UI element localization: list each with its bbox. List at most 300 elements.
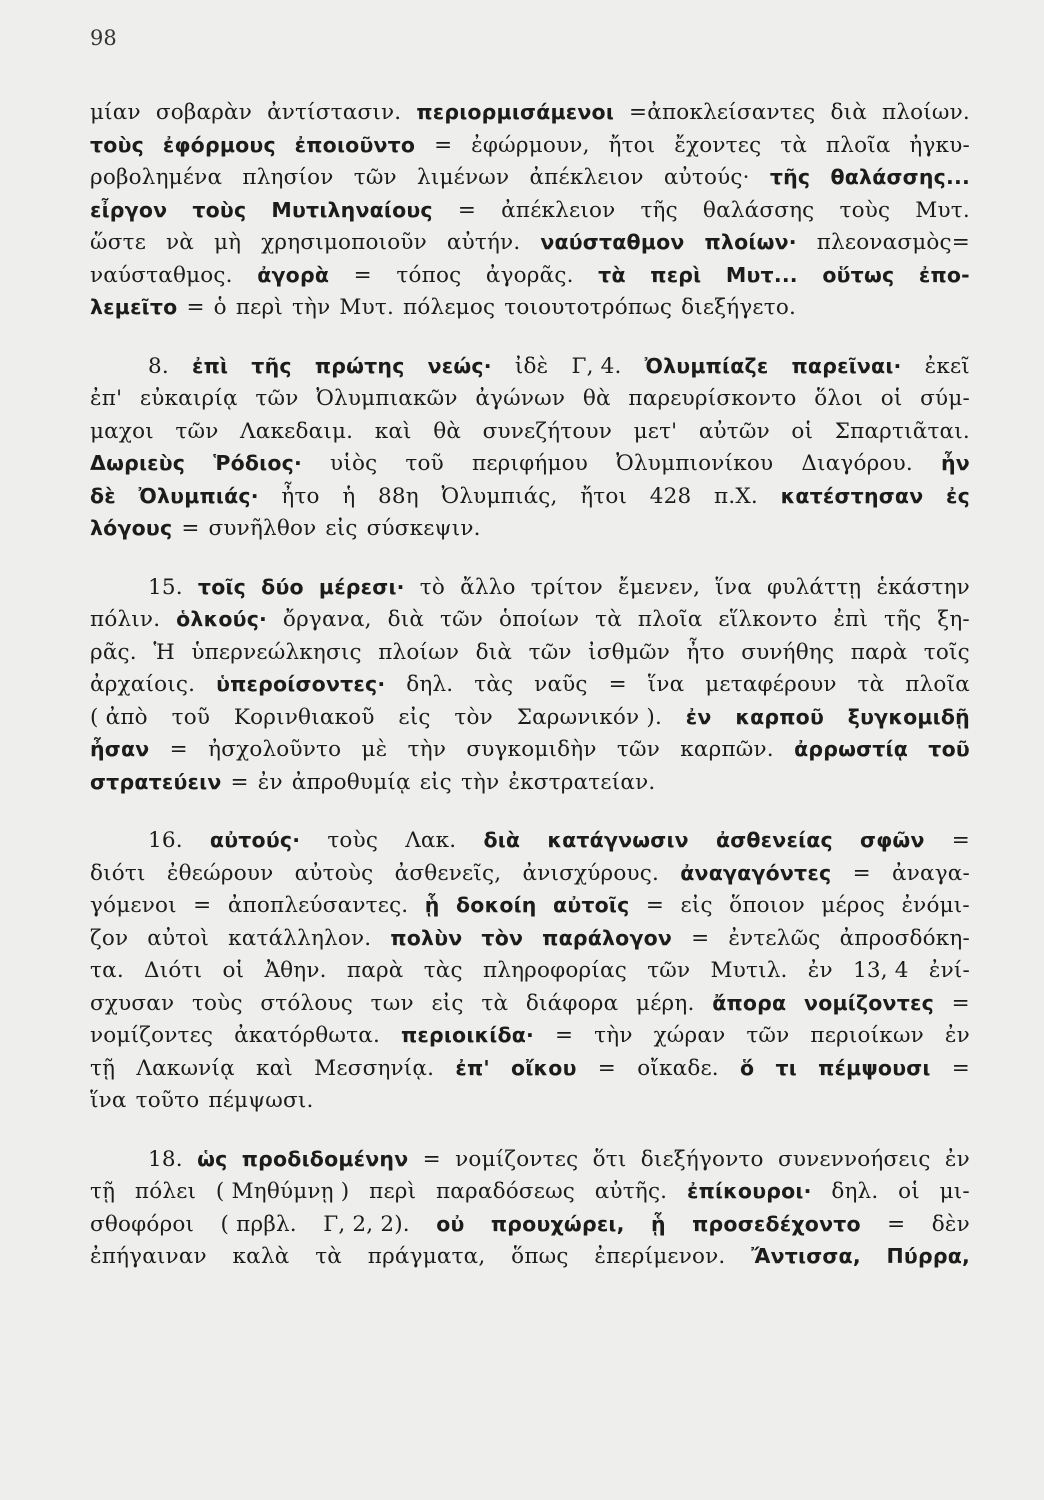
gloss-word: ἵνα bbox=[647, 672, 685, 697]
page-number: 98 bbox=[90, 26, 117, 50]
lemma-word: Μυτιληναίους bbox=[271, 197, 433, 222]
text-line bbox=[90, 828, 970, 861]
gloss-word: γόμενοι bbox=[90, 893, 177, 918]
lemma-word: διὰ bbox=[483, 828, 521, 852]
gloss-word: ἐν bbox=[944, 1146, 970, 1172]
gloss-word: ὑπερνεώλκησις bbox=[191, 639, 362, 665]
lemma-word: Ὀλυμπιάς· bbox=[138, 483, 259, 508]
gloss-word: διὰ bbox=[387, 607, 425, 632]
gloss-word: σύμ- bbox=[920, 386, 970, 411]
gloss-word: τὰ bbox=[481, 990, 509, 1016]
text-line bbox=[90, 991, 970, 1024]
gloss-word: ἀπέκλειον bbox=[529, 165, 644, 190]
gloss-word: = bbox=[193, 893, 212, 918]
gloss-word: ἤτοι bbox=[580, 483, 628, 509]
gloss-word: μέρος bbox=[821, 893, 886, 918]
paragraph-gap bbox=[90, 328, 970, 354]
gloss-word: Μυτιλ. bbox=[710, 958, 788, 983]
text-line bbox=[90, 672, 970, 705]
gloss-word: πόλεμος bbox=[403, 295, 496, 320]
gloss-word: ἀσθενεῖς, bbox=[394, 860, 502, 886]
gloss-word: τοῖς bbox=[923, 639, 970, 665]
gloss-word: στόλους bbox=[260, 990, 353, 1016]
gloss-word: νομίζοντες bbox=[90, 1023, 214, 1048]
text-line bbox=[90, 354, 970, 387]
lemma-word: πολὺν bbox=[390, 925, 463, 950]
lemma-word: κατάγνωσιν bbox=[547, 828, 689, 852]
lemma-word: ἐποιοῦντο bbox=[294, 132, 416, 157]
gloss-word: μὲ bbox=[361, 737, 388, 762]
gloss-word: διὰ bbox=[475, 639, 513, 665]
gloss-word: Ὀλυμπιακῶν bbox=[316, 386, 458, 411]
lemma-word: ναύσταθμον bbox=[540, 230, 685, 254]
gloss-word: οἱ bbox=[791, 418, 814, 444]
gloss-word: ἀποπλεύσαντες. bbox=[227, 893, 409, 918]
lemma-word: πέμψουσι bbox=[818, 1055, 931, 1080]
commentary-body bbox=[90, 100, 970, 1277]
gloss-word: ὁποίων bbox=[498, 607, 580, 632]
gloss-word: ἐκεῖ bbox=[924, 353, 970, 379]
lemma-word: ἀναγαγόντες bbox=[680, 860, 832, 885]
lemma-word: Πύρρα, bbox=[886, 1244, 970, 1268]
gloss-word: ἦτο bbox=[686, 639, 725, 665]
gloss-word: ἵνα bbox=[715, 574, 752, 600]
gloss-word: σχυσαν bbox=[90, 990, 175, 1016]
lemma-word: αὐτοῖς bbox=[553, 893, 630, 917]
gloss-word: οἱ bbox=[880, 386, 903, 411]
gloss-word: = bbox=[353, 262, 372, 288]
lemma-word: περὶ bbox=[650, 262, 702, 287]
gloss-word: τὴν bbox=[407, 737, 447, 762]
lemma-word: μέρεσι· bbox=[318, 574, 405, 599]
gloss-word: διάφορα bbox=[525, 990, 619, 1016]
lemma-word: τῆς bbox=[769, 165, 811, 189]
gloss-word: 16. bbox=[148, 828, 183, 853]
gloss-word: = bbox=[691, 925, 710, 951]
text-line bbox=[90, 1088, 970, 1121]
gloss-word: συνεζήτουν bbox=[482, 418, 613, 444]
gloss-word: τῆς bbox=[883, 607, 922, 632]
text-line bbox=[90, 484, 970, 517]
text-line bbox=[90, 1179, 970, 1212]
gloss-word: ἐπερίμενον. bbox=[594, 1244, 726, 1269]
lemma-word: τοὺς bbox=[90, 132, 144, 157]
lemma-word: ξυγκομιδῇ bbox=[847, 704, 970, 729]
gloss-word: πόλει bbox=[134, 1179, 197, 1204]
lemma-word: τὰ bbox=[598, 262, 626, 287]
gloss-word: πλησίον bbox=[242, 165, 334, 190]
gloss-word: ἤτοι bbox=[608, 132, 656, 158]
gloss-word: τῶν bbox=[746, 1023, 790, 1048]
gloss-word: μετ' bbox=[633, 418, 678, 444]
gloss-word: ἑκάστην bbox=[876, 574, 970, 600]
gloss-word: δηλ. bbox=[406, 672, 454, 697]
gloss-word: ἰσθμῶν bbox=[588, 639, 670, 665]
text-line bbox=[90, 100, 970, 133]
gloss-word: ἐνόμι- bbox=[901, 893, 970, 918]
gloss-word: νομίζοντες bbox=[455, 1146, 579, 1172]
gloss-word: εἰς bbox=[680, 893, 713, 918]
gloss-word: ὅλοι bbox=[814, 386, 863, 411]
lemma-word: ὅ bbox=[740, 1055, 755, 1080]
lemma-word: παρεῖναι· bbox=[791, 353, 902, 378]
lemma-word: ὡς bbox=[197, 1146, 228, 1171]
text-line bbox=[90, 575, 970, 608]
text-line bbox=[90, 516, 970, 549]
gloss-word: πλοῖα bbox=[825, 132, 891, 158]
text-line bbox=[90, 607, 970, 640]
text-line bbox=[90, 295, 970, 328]
lemma-word: λεμεῖτο bbox=[90, 295, 178, 319]
text-line bbox=[90, 1023, 970, 1056]
gloss-word: υἱὸς bbox=[330, 451, 378, 476]
gloss-word: μὴ bbox=[213, 230, 242, 255]
gloss-word: παρὰ bbox=[346, 958, 404, 983]
gloss-word: Λακεδαιμ. bbox=[240, 418, 354, 444]
gloss-word: αὐτῆς. bbox=[594, 1179, 668, 1204]
lemma-word: ᾗ bbox=[650, 1211, 666, 1236]
lemma-word: τὸν bbox=[481, 925, 524, 950]
gloss-word: ἠσχολοῦντο bbox=[208, 737, 342, 762]
lemma-word: ἄπορα bbox=[712, 990, 787, 1015]
lemma-word: σφῶν bbox=[860, 828, 925, 852]
gloss-word: πλοῖα bbox=[905, 672, 970, 697]
text-line bbox=[90, 893, 970, 926]
gloss-word: καρπῶν. bbox=[680, 737, 774, 762]
gloss-word: = bbox=[169, 737, 188, 762]
lemma-word: προυχώρει, bbox=[490, 1211, 625, 1236]
gloss-word: σύσκεψιν. bbox=[366, 516, 481, 541]
gloss-word: 428 bbox=[649, 483, 692, 509]
gloss-word: θὰ bbox=[582, 386, 611, 411]
gloss-word: Διότι bbox=[144, 958, 203, 983]
gloss-word: οἴκαδε. bbox=[637, 1055, 719, 1081]
gloss-word: λιμένων bbox=[417, 165, 510, 190]
gloss-word: τὸ bbox=[419, 574, 446, 600]
gloss-word: τόπος bbox=[396, 262, 462, 288]
text-line bbox=[90, 926, 970, 959]
lemma-word: ἐς bbox=[946, 483, 970, 508]
gloss-word: = bbox=[597, 1055, 617, 1081]
gloss-word: ἀρχαίοις. bbox=[90, 672, 196, 697]
gloss-word: διεξήγοντο bbox=[640, 1146, 764, 1172]
gloss-word: τῶν bbox=[616, 737, 660, 762]
gloss-word: ἀπροσδόκη- bbox=[839, 925, 970, 951]
gloss-word: διεξήγετο. bbox=[681, 295, 797, 320]
lemma-word: Δωριεὺς bbox=[90, 451, 186, 475]
gloss-word: ἐν bbox=[257, 769, 283, 795]
lemma-word: ἀσθενείας bbox=[715, 828, 833, 852]
gloss-word: τοῦ bbox=[171, 704, 211, 730]
gloss-word: ναῦς bbox=[534, 672, 588, 697]
gloss-word: ρᾶς. bbox=[90, 639, 137, 665]
gloss-word: τοὺς bbox=[839, 197, 891, 223]
gloss-word: πράγματα, bbox=[367, 1244, 486, 1269]
gloss-word: αὐτούς· bbox=[663, 165, 750, 190]
lemma-word: Ῥόδιος· bbox=[213, 451, 302, 475]
gloss-word: τα. bbox=[90, 958, 124, 983]
gloss-word: = bbox=[645, 893, 665, 918]
gloss-word: Σπαρτιᾶται. bbox=[834, 418, 970, 444]
text-line bbox=[90, 198, 970, 231]
gloss-word: αὐτῶν bbox=[698, 418, 770, 444]
gloss-word: ἐπήγαιναν bbox=[90, 1244, 207, 1269]
lemma-word: εἶργον bbox=[90, 197, 168, 222]
gloss-word: αὐτοὶ bbox=[147, 925, 210, 951]
gloss-word: ἄλλο bbox=[460, 574, 516, 600]
gloss-word: = bbox=[951, 990, 970, 1016]
gloss-word: νὰ bbox=[166, 230, 194, 255]
gloss-word: ροβολημένα bbox=[90, 165, 223, 190]
lemma-word: τοῦ bbox=[928, 737, 970, 761]
gloss-word: τῶν bbox=[528, 639, 572, 665]
gloss-word: των bbox=[370, 990, 414, 1016]
lemma-word: πλοίων· bbox=[704, 230, 797, 254]
gloss-word: πέμψωσι. bbox=[208, 1088, 314, 1113]
gloss-word: = bbox=[887, 1211, 906, 1237]
gloss-word: τῆς bbox=[640, 197, 678, 223]
lemma-word: λόγους bbox=[90, 516, 173, 540]
gloss-word: σθοφόροι bbox=[90, 1211, 195, 1237]
lemma-word: Ἄντισσα, bbox=[751, 1244, 861, 1268]
lemma-word: ὑπεροίσοντες· bbox=[216, 672, 386, 696]
gloss-word: τοὺς bbox=[191, 990, 243, 1016]
paragraph-gap bbox=[90, 802, 970, 828]
gloss-word: π.Χ. bbox=[714, 483, 758, 509]
gloss-word: ὅπως bbox=[511, 1244, 569, 1269]
lemma-word: θαλάσσης... bbox=[830, 165, 970, 189]
gloss-word: = bbox=[181, 516, 200, 541]
gloss-word: παρὰ bbox=[850, 639, 908, 665]
lemma-word: τῆς bbox=[251, 353, 292, 378]
lemma-word: νομίζοντες bbox=[804, 990, 934, 1015]
gloss-word: εἰς bbox=[431, 990, 464, 1016]
text-line bbox=[90, 1212, 970, 1245]
text-line bbox=[90, 1244, 970, 1277]
gloss-word: καλὰ bbox=[232, 1244, 290, 1269]
gloss-word: ἐπὶ bbox=[833, 607, 869, 632]
gloss-word: τῇ bbox=[90, 1179, 116, 1204]
text-line bbox=[90, 419, 970, 452]
gloss-word: τῶν bbox=[175, 418, 219, 444]
gloss-word: = bbox=[951, 828, 970, 853]
lemma-word: δὲ bbox=[90, 483, 116, 508]
gloss-word: παραδόσεως bbox=[435, 1179, 576, 1204]
gloss-word: τρίτον bbox=[530, 574, 603, 600]
gloss-word: 15. bbox=[148, 574, 183, 600]
text-line bbox=[90, 958, 970, 991]
gloss-word: ἀπροθυμίᾳ bbox=[291, 769, 411, 795]
gloss-word: καὶ bbox=[374, 418, 412, 444]
lemma-word: παράλογον bbox=[542, 925, 673, 950]
text-line bbox=[90, 640, 970, 673]
gloss-word: τῶν bbox=[353, 165, 397, 190]
gloss-word: συνήθης bbox=[741, 639, 835, 665]
gloss-word: μίαν bbox=[90, 100, 141, 125]
gloss-word: τὰς bbox=[423, 958, 463, 983]
gloss-word: ναύσταθμος. bbox=[90, 262, 233, 288]
gloss-word: ὄργανα, bbox=[282, 607, 372, 632]
gloss-word: συνεννοήσεις bbox=[777, 1146, 931, 1172]
gloss-word: ( Μηθύμνῃ ) bbox=[215, 1179, 350, 1204]
text-line bbox=[90, 386, 970, 419]
gloss-word: τὰς bbox=[474, 672, 514, 697]
gloss-word: =ἀποκλείσαντες bbox=[629, 100, 816, 125]
gloss-word: ἀνισχύρους. bbox=[522, 860, 660, 886]
gloss-word: 18. bbox=[148, 1146, 183, 1172]
gloss-word: τὴν bbox=[460, 769, 500, 795]
gloss-word: ἵνα bbox=[90, 1088, 127, 1113]
gloss-word: ἐπ' bbox=[90, 386, 123, 411]
gloss-word: ἀπέκλειον bbox=[501, 197, 616, 223]
gloss-word: ὅτι bbox=[592, 1146, 627, 1172]
gloss-word: οἱ bbox=[898, 1179, 920, 1204]
text-line bbox=[90, 1056, 970, 1089]
gloss-word: αὐτήν. bbox=[446, 230, 521, 255]
lemma-word: προδιδομένην bbox=[241, 1146, 409, 1171]
gloss-word: Γ, 4. bbox=[571, 353, 622, 379]
gloss-word: Ὀλυμπιονίκου bbox=[616, 451, 774, 476]
lemma-word: τοῖς bbox=[197, 574, 247, 599]
gloss-word: τῇ bbox=[90, 1055, 116, 1081]
gloss-word: ὥστε bbox=[90, 230, 147, 255]
gloss-word: φυλάττῃ bbox=[767, 574, 862, 600]
gloss-word: Διαγόρου. bbox=[801, 451, 913, 476]
gloss-word: = bbox=[230, 769, 249, 795]
gloss-word: = bbox=[434, 132, 453, 158]
gloss-word: θαλάσσης bbox=[702, 197, 815, 223]
gloss-word: ἀντίστασιν. bbox=[267, 100, 402, 125]
gloss-word: Μεσσηνίᾳ. bbox=[314, 1055, 435, 1081]
gloss-word: εἰς bbox=[419, 769, 452, 795]
lemma-word: δοκοίη bbox=[456, 893, 537, 917]
gloss-word: πόλιν. bbox=[90, 607, 161, 632]
text-line bbox=[90, 770, 970, 803]
gloss-word: δηλ. bbox=[831, 1179, 879, 1204]
gloss-word: πλοίων bbox=[378, 639, 460, 665]
gloss-word: θὰ bbox=[433, 418, 462, 444]
lemma-word: ἦσαν bbox=[90, 737, 150, 761]
lemma-word: στρατεύειν bbox=[90, 769, 222, 794]
gloss-word: ἐκστρατείαν. bbox=[508, 769, 656, 795]
gloss-word: τῶν bbox=[439, 607, 484, 632]
gloss-word: καὶ bbox=[255, 1055, 293, 1081]
gloss-word: ἀγώνων bbox=[475, 386, 566, 411]
lemma-word: περιορμισάμενοι bbox=[416, 100, 615, 124]
text-line bbox=[90, 861, 970, 894]
gloss-word: Λακωνίᾳ bbox=[136, 1055, 235, 1081]
gloss-word: περιφήμου bbox=[471, 451, 589, 476]
gloss-word: ἐν bbox=[944, 1023, 970, 1048]
gloss-word: πλοίων. bbox=[882, 100, 970, 125]
lemma-word: ἐπ' bbox=[455, 1055, 490, 1080]
gloss-word: 13, 4 bbox=[852, 958, 909, 983]
paragraph-gap bbox=[90, 549, 970, 575]
gloss-word: ἀναγα- bbox=[892, 860, 970, 886]
gloss-word: τὸν bbox=[454, 704, 493, 730]
gloss-word: ὁ bbox=[213, 295, 227, 320]
gloss-word: ἐφώρμουν, bbox=[471, 132, 590, 158]
text-line bbox=[90, 133, 970, 166]
lemma-word: νεώς· bbox=[427, 353, 492, 378]
gloss-word: μι- bbox=[939, 1179, 970, 1204]
gloss-word: 8. bbox=[148, 353, 169, 379]
lemma-word: κατέστησαν bbox=[780, 483, 924, 508]
lemma-word: ὁλκούς· bbox=[176, 607, 268, 631]
gloss-word: = bbox=[852, 860, 871, 886]
gloss-word: δὲν bbox=[931, 1211, 970, 1237]
gloss-word: ἐν bbox=[807, 958, 833, 983]
gloss-word: αὐτοὺς bbox=[294, 860, 374, 886]
lemma-word: πρώτης bbox=[314, 353, 405, 378]
gloss-word: ἠγκυ- bbox=[909, 132, 970, 158]
gloss-word: χρησιμοποιοῦν bbox=[261, 230, 427, 255]
gloss-word: εἰς bbox=[325, 516, 358, 541]
gloss-word: ζον bbox=[90, 925, 129, 951]
gloss-word: εὐκαιρίᾳ bbox=[139, 386, 238, 411]
gloss-word: = bbox=[608, 672, 627, 697]
gloss-word: τὰ bbox=[315, 1244, 343, 1269]
gloss-word: Μυτ. bbox=[915, 197, 970, 223]
lemma-word: περιοικίδα· bbox=[400, 1023, 535, 1047]
text-line bbox=[90, 263, 970, 296]
gloss-word: τοὺς bbox=[327, 828, 379, 853]
gloss-word: ἔμενεν, bbox=[618, 574, 701, 600]
gloss-word: οἱ bbox=[222, 958, 245, 983]
lemma-word: ἀρρωστίᾳ bbox=[794, 737, 909, 761]
lemma-word: ἦν bbox=[940, 451, 970, 475]
gloss-word: περιοίκων bbox=[810, 1023, 924, 1048]
lemma-word: ἐπίκουροι· bbox=[686, 1179, 812, 1203]
gloss-word: = bbox=[951, 1055, 970, 1081]
gloss-word: ἐνί- bbox=[928, 958, 970, 983]
gloss-word: μέρη. bbox=[636, 990, 695, 1016]
gloss-word: ἀκατόρθωτα. bbox=[234, 1023, 381, 1048]
gloss-word: ἦτο bbox=[281, 483, 320, 509]
gloss-word: περὶ bbox=[235, 295, 283, 320]
gloss-word: χώραν bbox=[653, 1023, 726, 1048]
gloss-word: εἵλκοντο bbox=[718, 607, 818, 632]
gloss-word: 88η bbox=[378, 483, 419, 509]
gloss-word: ἀγορᾶς. bbox=[485, 262, 574, 288]
gloss-word: τῶν bbox=[647, 958, 691, 983]
gloss-word: = bbox=[186, 295, 205, 320]
gloss-word: ἡ bbox=[342, 483, 356, 509]
gloss-word: τὰ bbox=[780, 132, 808, 158]
gloss-word: Σαρωνικόν ). bbox=[516, 704, 662, 730]
gloss-word: πληροφορίας bbox=[482, 958, 627, 983]
lemma-word: ἐν bbox=[685, 704, 712, 729]
lemma-word: οὐ bbox=[436, 1211, 465, 1236]
gloss-word: Γ, 2, 2). bbox=[323, 1211, 410, 1237]
gloss-word: ἐντελῶς bbox=[728, 925, 821, 951]
gloss-word: διὰ bbox=[830, 100, 867, 125]
lemma-word: Μυτ... bbox=[725, 262, 798, 287]
gloss-word: τοῦ bbox=[405, 451, 444, 476]
gloss-word: σοβαρὰν bbox=[155, 100, 253, 125]
gloss-word: = bbox=[555, 1023, 574, 1048]
gloss-word: μεταφέρουν bbox=[705, 672, 837, 697]
gloss-word: κατάλληλον. bbox=[228, 925, 372, 951]
lemma-word: δύο bbox=[261, 574, 304, 599]
gloss-word: = bbox=[422, 1146, 441, 1172]
gloss-word: τὰ bbox=[595, 607, 622, 632]
lemma-word: ἐπο- bbox=[918, 262, 970, 287]
lemma-word: τοὺς bbox=[192, 197, 247, 222]
gloss-word: τοιουτοτρόπως bbox=[504, 295, 673, 320]
gloss-word: Λακ. bbox=[405, 828, 457, 853]
gloss-word: ὅποιον bbox=[729, 893, 805, 918]
